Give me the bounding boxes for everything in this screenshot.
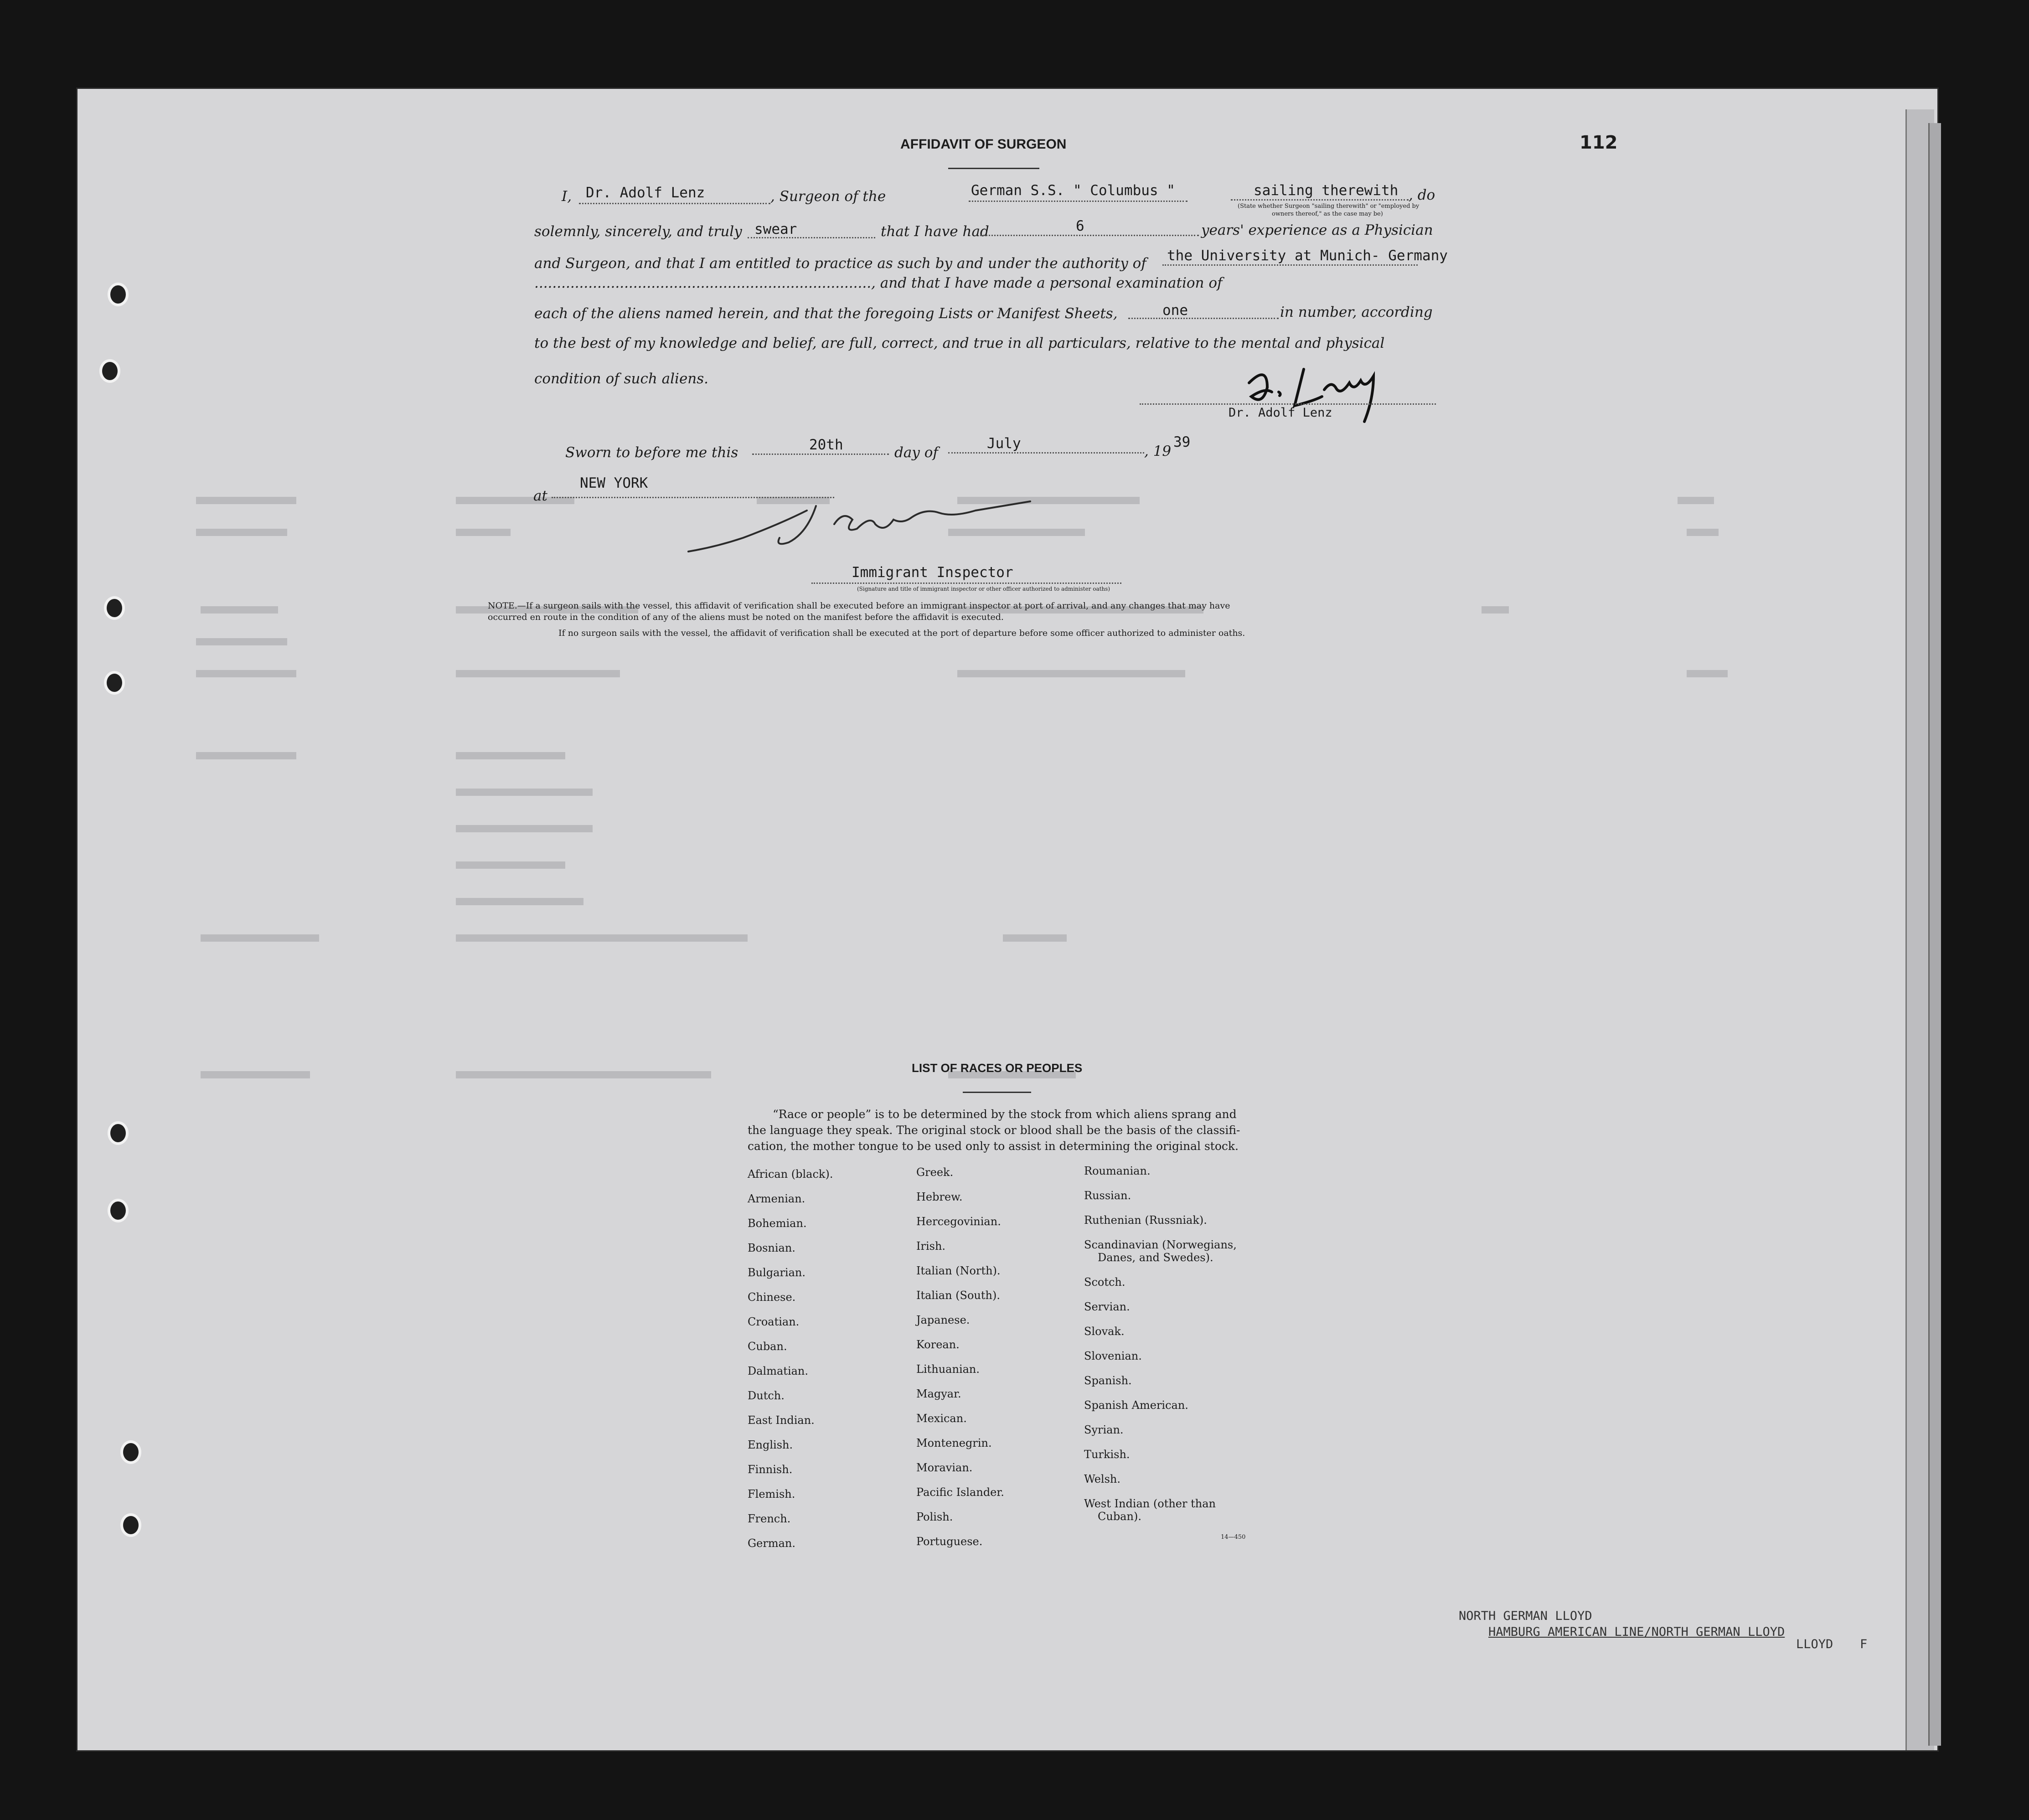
race-item: Mexican. [916, 1412, 967, 1425]
page-edge-back [1928, 123, 1941, 1746]
line5-prefix: each of the aliens named herein, and that the foregoing Lists or Manifest Sheets, [534, 305, 1118, 322]
line7-text: condition of such aliens. [534, 371, 709, 387]
race-item: Finnish. [748, 1463, 793, 1476]
surgeon-typed-name: Dr. Adolf Lenz [1229, 406, 1332, 420]
day-line [752, 454, 889, 455]
line2-suffix: years' experience as a Physician [1201, 222, 1433, 238]
race-item: Scandinavian (Norwegians, [1084, 1238, 1237, 1251]
race-item: East Indian. [748, 1414, 815, 1427]
binder-hole [104, 671, 125, 695]
stamp-line-2: HAMBURG AMERICAN LINE/NORTH GERMAN LLOYD [1488, 1625, 1785, 1639]
affidavit-title: AFFIDAVIT OF SURGEON [900, 137, 1067, 152]
note-line-3: If no surgeon sails with the vessel, the affidavit of verification shall be executed at the port of departure before some officer authorized to administer oaths. [558, 628, 1245, 638]
race-item: Russian. [1084, 1189, 1131, 1202]
inspector-title: Immigrant Inspector [852, 564, 1013, 581]
binder-hole [120, 1513, 141, 1537]
race-item: Chinese. [748, 1291, 796, 1304]
race-item: Spanish American. [1084, 1399, 1188, 1412]
race-item: Bosnian. [748, 1242, 795, 1254]
title-rule [948, 168, 1039, 169]
capacity-note-2: owners thereof," as the case may be) [1272, 211, 1383, 217]
binder-hole [104, 596, 125, 620]
races-title-rule [963, 1092, 1031, 1093]
race-item: German. [748, 1537, 795, 1550]
years-line [980, 235, 1199, 236]
race-item: Magyar. [916, 1387, 961, 1400]
race-item: Scotch. [1084, 1276, 1126, 1289]
surgeon-capacity: sailing therewith [1254, 182, 1399, 199]
race-item: Slovak. [1084, 1325, 1125, 1338]
race-item: African (black). [748, 1168, 833, 1181]
race-item: English. [748, 1438, 793, 1451]
race-item: Hebrew. [916, 1191, 963, 1203]
race-item: Cuban. [748, 1340, 787, 1353]
race-item: Ruthenian (Russniak). [1084, 1214, 1207, 1227]
at-prefix: at [533, 488, 547, 504]
race-item: Pacific Islander. [916, 1486, 1004, 1499]
race-item: Italian (North). [916, 1264, 1001, 1277]
note-line-1: NOTE.—If a surgeon sails with the vessel, this affidavit of verification shall be executed before an immigrant inspector at port of arrival, and any changes that may have [488, 601, 1230, 611]
line3-prefix: and Surgeon, and that I am entitled to practice as such by and under the authority of [534, 255, 1146, 272]
line5-suffix: in number, according [1280, 304, 1433, 320]
line2-prefix: solemnly, sincerely, and truly [534, 223, 742, 240]
sworn-prefix: Sworn to before me this [565, 444, 738, 461]
race-item: Croatian. [748, 1315, 800, 1328]
line2-mid: that I have had [881, 223, 989, 240]
sworn-mid: day of [894, 444, 938, 461]
race-item: Syrian. [1084, 1423, 1124, 1436]
oath-line [748, 237, 875, 238]
page-number: 112 [1580, 132, 1618, 153]
races-intro-2: the language they speak. The original stock or blood shall be the basis of the classifi- [748, 1124, 1240, 1137]
years-experience: 6 [1076, 218, 1084, 234]
race-item: Bohemian. [748, 1217, 807, 1230]
races-intro-1: “Race or people” is to be determined by the stock from which aliens sprang and [773, 1108, 1237, 1121]
binder-hole [108, 1199, 129, 1222]
binder-hole [108, 1121, 129, 1145]
line1-mid: , Surgeon of the [770, 188, 886, 205]
race-item: Korean. [916, 1338, 960, 1351]
manifest-sheet-count: one [1162, 302, 1188, 319]
race-item: Lithuanian. [916, 1363, 980, 1376]
sworn-month: July [987, 435, 1021, 452]
inspector-caption: (Signature and title of immigrant inspector or other officer authorized to administer oaths) [857, 586, 1110, 592]
month-line [948, 452, 1144, 454]
race-item: Japanese. [916, 1314, 970, 1326]
binder-hole [108, 283, 129, 306]
oath-type: swear [754, 221, 797, 237]
race-item: Dalmatian. [748, 1365, 809, 1377]
race-item: Danes, and Swedes). [1098, 1251, 1213, 1264]
line1-prefix: I, [562, 188, 572, 205]
surgeon-name-line [579, 203, 770, 204]
capacity-note-1: (State whether Surgeon "sailing therewith" or "employed by [1238, 203, 1420, 210]
race-item: Bulgarian. [748, 1266, 805, 1279]
race-item: Servian. [1084, 1300, 1130, 1313]
ship-name-line [969, 201, 1187, 202]
line4-text: ..........................................................................., and that I have made a personal examination of [534, 275, 1223, 291]
race-item: Portuguese. [916, 1535, 983, 1548]
sworn-place: NEW YORK [580, 475, 648, 491]
capacity-line [1231, 199, 1409, 201]
surgeon-name: Dr. Adolf Lenz [586, 185, 705, 201]
sworn-year: 39 [1173, 434, 1191, 450]
race-item: Greek. [916, 1166, 954, 1179]
ship-name: German S.S. " Columbus " [971, 182, 1175, 199]
inspector-signature [675, 497, 1131, 561]
race-item: Roumanian. [1084, 1165, 1151, 1177]
race-item: West Indian (other than [1084, 1497, 1216, 1510]
race-item: Irish. [916, 1240, 946, 1253]
form-code: 14—450 [1221, 1534, 1246, 1541]
race-item: Flemish. [748, 1488, 795, 1500]
race-item: Polish. [916, 1511, 953, 1523]
stamp-line-2-tail: LLOYD [1796, 1637, 1833, 1651]
race-item: Armenian. [748, 1192, 805, 1205]
binder-hole [99, 359, 120, 383]
license-authority: the University at Munich- Germany [1167, 247, 1448, 264]
race-item: Dutch. [748, 1389, 785, 1402]
race-item: Moravian. [916, 1461, 973, 1474]
race-item: Turkish. [1084, 1448, 1130, 1461]
race-item: Welsh. [1084, 1473, 1120, 1485]
note-line-2: occurred en route in the condition of any of the aliens must be noted on the manifest before the affidavit is executed. [488, 612, 1004, 622]
race-item: Italian (South). [916, 1289, 1000, 1302]
binder-hole [120, 1440, 141, 1464]
signature-line [1140, 403, 1436, 405]
races-intro-3: cation, the mother tongue to be used only to assist in determining the original stock. [748, 1139, 1239, 1153]
stamp-line-1: NORTH GERMAN LLOYD [1459, 1609, 1592, 1623]
race-item: Cuban). [1098, 1510, 1141, 1523]
races-title: LIST OF RACES OR PEOPLES [912, 1061, 1083, 1075]
race-item: Slovenian. [1084, 1350, 1142, 1362]
sworn-year-prefix: , 19 [1144, 443, 1172, 459]
race-item: Spanish. [1084, 1374, 1132, 1387]
race-item: Hercegovinian. [916, 1215, 1001, 1228]
race-item: Montenegrin. [916, 1437, 992, 1449]
inspector-line [811, 583, 1121, 584]
line6-text: to the best of my knowledge and belief, are full, correct, and true in all particulars, relative to the mental and physical [534, 335, 1385, 351]
authority-line [1162, 264, 1418, 266]
race-item: French. [748, 1512, 791, 1525]
line1-suffix: , do [1409, 187, 1435, 203]
sworn-day: 20th [809, 437, 843, 453]
sheets-line [1128, 318, 1279, 319]
stamp-mark: F [1860, 1637, 1868, 1651]
